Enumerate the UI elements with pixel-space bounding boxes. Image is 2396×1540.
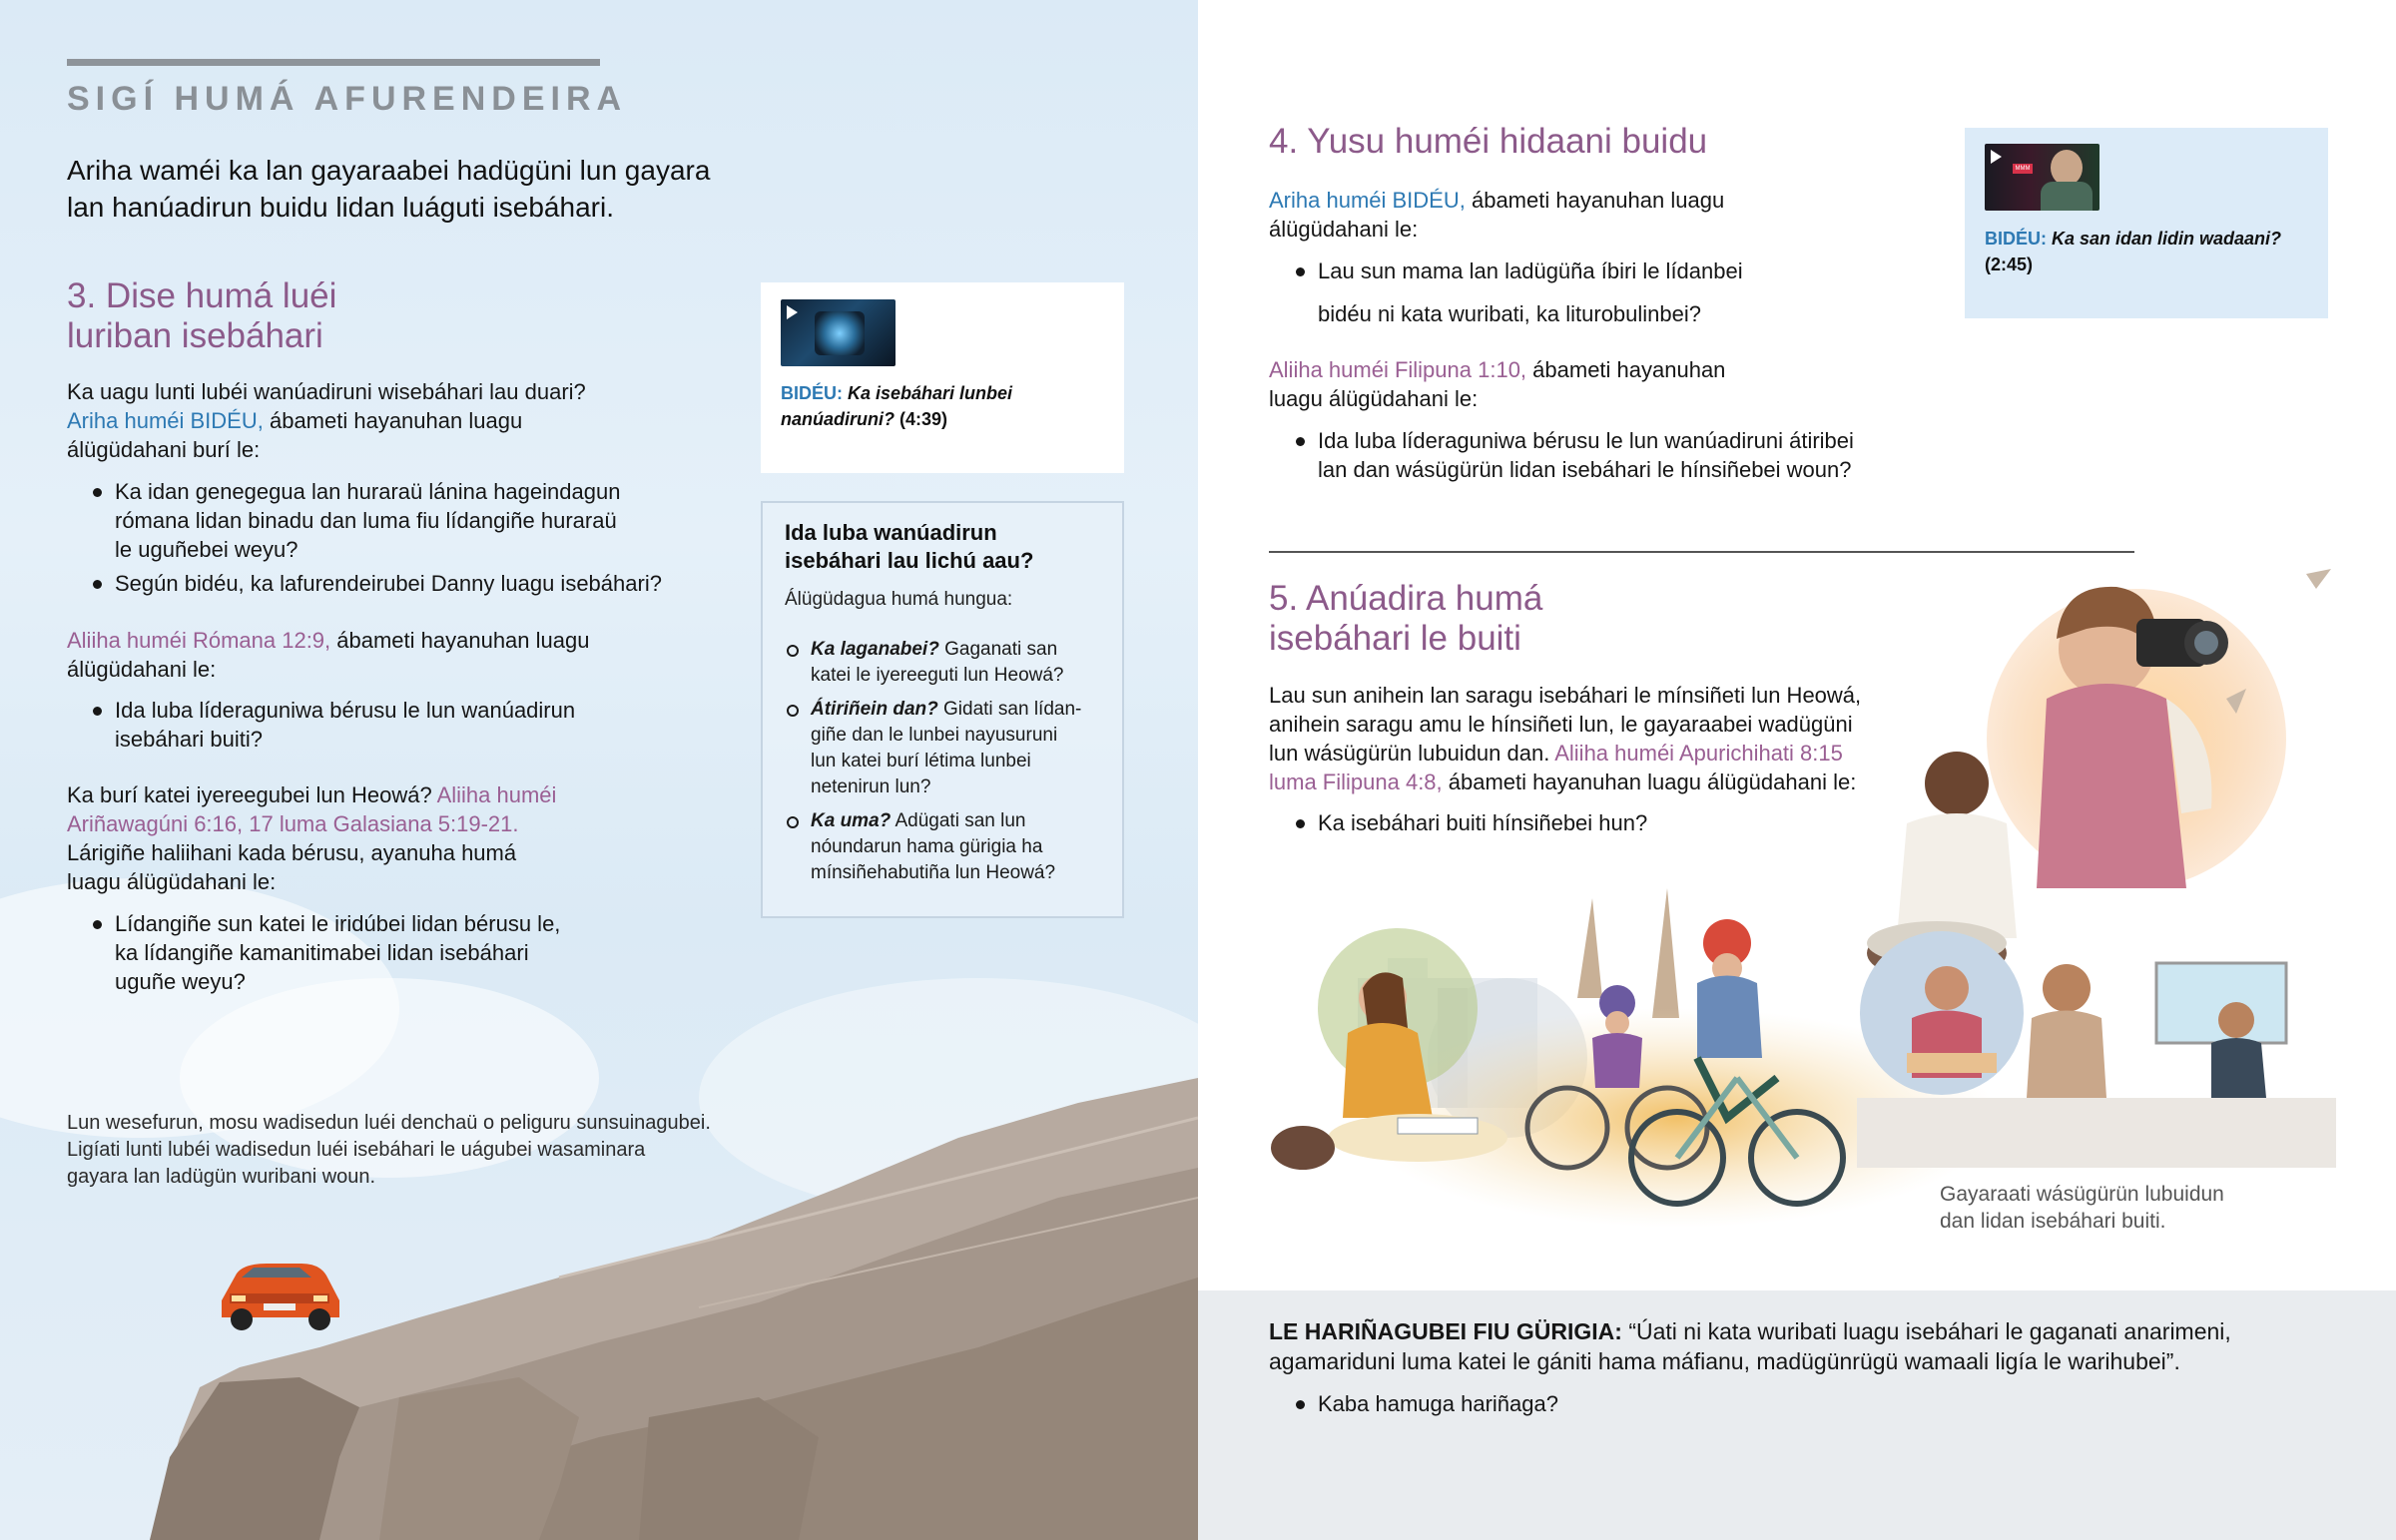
scripture-link[interactable]: Ariñawagúni 6:16, 17 luma Galasiana 5:19-21. [67,811,519,836]
tips-item [811,637,1057,663]
paragraph-text: lun wásügürün lubuidun dan. [1269,741,1555,766]
kicker-heading: SIGÍ HUMÁ AFURENDEIRA [67,80,628,118]
section-4-title: 4. Yusu huméi hidaani buidu [1269,122,1708,161]
caption-line3: gayara lan ladügün wuribani woun. [67,1166,376,1188]
play-icon [787,305,798,319]
scripture-reference-line2: álügüdahani le: [67,657,217,682]
scripture-link[interactable]: Aliiha huméi [436,782,557,807]
section-3-video-ref-line2: álügüdahani burí le: [67,437,261,462]
video-thumbnail[interactable] [1985,144,2099,211]
tips-item [811,808,1025,834]
objection-quote: “Úati ni kata wuribati luagu isebáhari le gaganati anarimeni, [1621,1318,2231,1344]
tips-box-title-line1: Ida luba wanúadirun [785,520,997,545]
tips-item-rest: Gaganati san [938,639,1058,660]
right-page [1198,0,2396,1540]
section-5-title-line2: isebáhari le buiti [1269,619,1521,658]
tips-item [811,697,1081,723]
bullet-item-cont: isebáhari buiti? [115,727,263,752]
video-card[interactable] [761,282,1124,473]
objection-label: LE HARIÑAGUBEI FIU GÜRIGIA: [1269,1318,1622,1344]
person-face-icon [2051,150,2083,186]
kicker-rule [67,59,600,66]
video-title: Ka san idan lidin wadaani? [2047,229,2282,249]
bullet-item-cont: le uguñebei weyu? [115,537,299,562]
video-link[interactable]: Ariha huméi BIDÉU, [1269,188,1466,213]
bullet-item: Ida luba líderaguniwa bérusu le lun wanúadirun [115,698,576,723]
video-label: BIDÉU: [781,383,843,403]
illustration-caption [1940,1181,2224,1235]
video-caption [1985,226,2314,277]
phone-glow-icon [815,311,865,355]
section-5-paragraph-line1: Lau sun anihein lan saragu isebáhari le mínsiñeti lun Heowá, [1269,683,1862,708]
question-text: Ka burí katei iyereegubei lun Heowá? [67,782,437,807]
intro-paragraph: Ariha waméi ka lan gayaraabei hadügüni lun gayara lan hanúadirun buidu lidan luáguti isebáhari. [67,155,711,223]
objection-panel [1198,1290,2396,1540]
scripture-rest: ábameti hayanuhan luagu [330,628,590,653]
tips-item-lead: Ka laganabei? [811,639,939,660]
scripture-link[interactable]: luma Filipuna 4:8, [1269,770,1443,794]
tips-item-rest: Gidati san lídan- [937,699,1082,720]
section-3-question: Ka uagu lunti lubéi wanúadiruni wisebáhari lau duari? [67,379,586,404]
scripture-link[interactable]: Aliiha huméi Rómana 12:9, [67,628,331,653]
video-label: BIDÉU: [1985,229,2047,249]
scripture-rest: ábameti hayanuhan luagu álügüdahani le: [1442,770,1857,794]
video-ref-rest: ábameti hayanuhan luagu [263,408,523,433]
tips-box-subtitle: Álügüdagua humá hungua: [785,589,1013,610]
section-4-video-ref-line2: álügüdahani le: [1269,217,1419,242]
play-icon [1991,150,2002,164]
question-paragraph-line3: Lárigiñe haliihani kada bérusu, ayanuha humá [67,840,517,865]
tips-box [761,501,1124,918]
bullet-item: Ida luba líderaguniwa bérusu le lun wanúadiruni átiribei [1318,428,1854,453]
section-4-video-ref [1269,186,1724,215]
car-icon [212,1256,346,1335]
bullet-item-cont: uguñe weyu? [115,969,246,994]
section-divider [1269,551,2134,553]
bullet-item: Kaba hamuga hariñaga? [1318,1391,1558,1416]
video-duration: (4:39) [895,409,948,429]
section-3-title [67,276,336,356]
hobbies-illustration [1258,559,2396,1278]
bullet-item: Lídangiñe sun katei le iridúbei lidan bérusu le, [115,911,561,936]
tips-item-rest: Adügati san lun [891,810,1026,831]
video-title-line2: nanúadiruni? [781,409,895,429]
video-link[interactable]: Ariha huméi BIDÉU, [67,408,264,433]
caption-line1: Gayaraati wásügürün lubuidun [1940,1183,2224,1206]
section-3-title-line1: 3. Dise humá luéi [67,276,337,315]
bullet-item-cont: rómana lidan binadu dan luma fiu lídangiñe huraraü [115,508,617,533]
tips-box-title-line2: isebáhari lau lichú aau? [785,548,1034,573]
tips-item-cont: giñe dan le lunbei nayusuruni [811,725,1058,746]
objection-text [1269,1316,2367,1346]
cliff-illustration [0,1078,1198,1540]
scripture-reference [67,626,589,655]
bullet-item: Ka idan genegegua lan huraraü lánina hageindagun [115,479,621,504]
objection-quote-line2: agamariduni luma katei le gániti hama máfianu, madügünrügü wamaali ligía le warihubei”. [1269,1348,2180,1374]
video-caption [781,380,1110,432]
video-duration: (2:45) [1985,255,2034,274]
tips-item-cont: nóundarun hama gürigia ha [811,836,1043,857]
video-ref-rest: ábameti hayanuhan luagu [1465,188,1725,213]
question-paragraph [67,780,766,809]
tips-item-lead: Ka uma? [811,810,892,831]
caption-line2: dan lidan isebáhari buiti. [1940,1210,2166,1233]
bullet-item-cont: ka lídangiñe kamanitimabei lidan isebáhari [115,940,529,965]
scripture-reference-line2: luagu álügüdahani le: [1269,386,1479,411]
tips-item-cont: netenirun lun? [811,776,931,797]
bullet-item-cont: bidéu ni kata wuribati, ka liturobulinbei? [1318,301,1702,326]
bullet-item: Según bidéu, ka lafurendeirubei Danny luagu isebáhari? [115,571,662,596]
scripture-reference [1269,355,1725,384]
video-thumbnail[interactable] [781,299,896,366]
video-title: Ka isebáhari lunbei [843,383,1013,403]
tips-item-cont: lun katei burí létima lunbei [811,751,1031,771]
bullet-item-cont: lan dan wásügürün lidan isebáhari le hínsiñebei woun? [1318,457,1852,482]
thumb-sign: MMM [2013,164,2033,174]
caption-line2: Ligíati lunti lubéi wadisedun luéi isebáhari le uágubei wasaminara [67,1139,646,1161]
bullet-item: Ka isebáhari buiti hínsiñebei hun? [1318,810,1648,835]
tips-box-title [785,519,1033,575]
person-body-icon [2041,182,2093,211]
section-5-paragraph-line2: anihein saragu amu le hínsiñeti lun, le gayaraabei wadügüni [1269,712,1853,737]
tips-item-cont: mínsiñehabutiña lun Heowá? [811,862,1056,883]
tips-item-cont: katei le iyereeguti lun Heowá? [811,665,1064,686]
section-5-title-line1: 5. Anúadira humá [1269,579,1543,618]
scripture-link[interactable]: Aliiha huméi Apurichihati 8:15 [1554,741,1843,766]
section-3-video-ref [67,406,746,435]
caption-line1: Lun wesefurun, mosu wadisedun luéi denchaü o peliguru sunsuinagubei. [67,1112,711,1134]
scripture-link[interactable]: Aliiha huméi Filipuna 1:10, [1269,357,1527,382]
scripture-rest: ábameti hayanuhan [1526,357,1726,382]
section-3-title-line2: luriban isebáhari [67,316,323,355]
bullet-item: Lau sun mama lan ladügüña íbiri le lídanbei [1318,258,1743,283]
video-card[interactable] [1965,128,2328,318]
tips-item-lead: Átiriñein dan? [811,699,938,720]
question-paragraph-line4: luagu álügüdahani le: [67,869,277,894]
